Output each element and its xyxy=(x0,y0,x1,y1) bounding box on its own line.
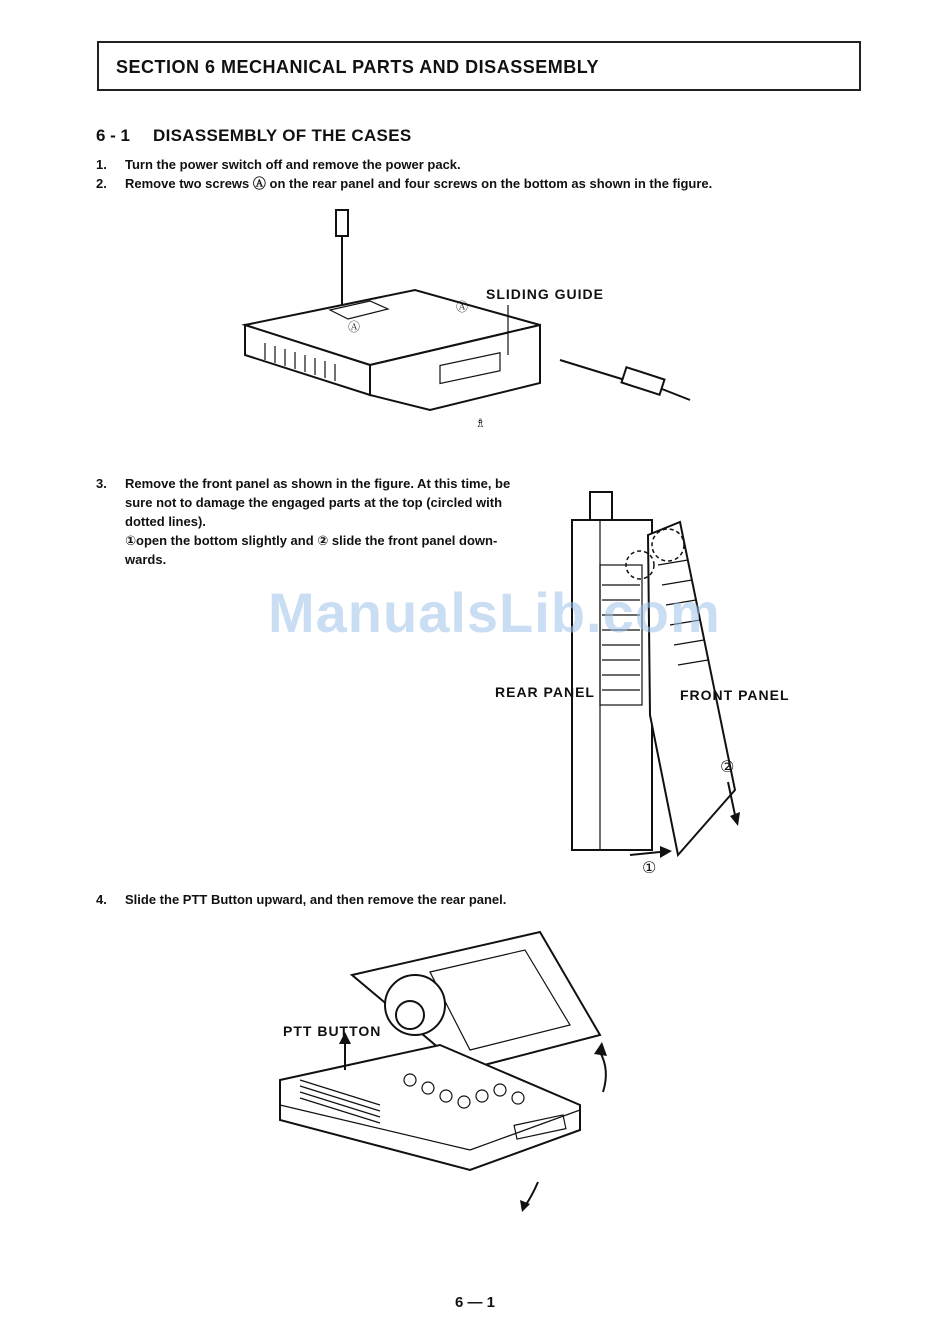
screwdriver-handle-icon xyxy=(336,210,348,236)
step-2-text: Remove two screws Ⓐ on the rear panel and four screws on the bottom as shown in the figure. xyxy=(125,176,713,191)
marker-a-1: Ⓐ xyxy=(456,300,469,314)
subsection-number: 6 - 1 xyxy=(96,126,131,145)
figure-rear-panel-removal xyxy=(270,930,610,1220)
figure-case-screws xyxy=(240,205,700,435)
marker-a-2: Ⓐ xyxy=(348,320,361,334)
step-1-number: 1. xyxy=(96,157,107,172)
step-3-line-2: sure not to damage the engaged parts at the top (circled with xyxy=(125,495,503,510)
step-3-line-3: dotted lines). xyxy=(125,514,206,529)
subsection-title: DISASSEMBLY OF THE CASES xyxy=(153,126,412,145)
step-3-line-4: ①open the bottom slightly and ② slide the front panel down- xyxy=(125,533,498,548)
section-title: SECTION 6 MECHANICAL PARTS AND DISASSEMBLY xyxy=(116,57,600,77)
step-2-number: 2. xyxy=(96,176,107,191)
marker-2: ② xyxy=(720,759,735,776)
svg-text:♗: ♗ xyxy=(475,416,486,430)
step-3-number: 3. xyxy=(96,476,107,491)
step-4-number: 4. xyxy=(96,892,107,907)
page-number: 6 — 1 xyxy=(455,1294,496,1311)
marker-1: ① xyxy=(642,860,657,877)
label-ptt-button: PTT BUTTON xyxy=(283,1023,382,1039)
step-3-line-1: Remove the front panel as shown in the figure. At this time, be xyxy=(125,476,511,491)
step-3-line-5: wards. xyxy=(125,552,167,567)
label-sliding-guide: SLIDING GUIDE xyxy=(486,286,605,302)
step-1-text: Turn the power switch off and remove the power pack. xyxy=(125,157,461,172)
watermark: ManualsLib.com xyxy=(268,581,721,644)
label-rear-panel: REAR PANEL xyxy=(495,684,595,700)
figure-front-panel-removal xyxy=(560,490,760,860)
step-4-text: Slide the PTT Button upward, and then remove the rear panel. xyxy=(125,892,507,907)
label-front-panel: FRONT PANEL xyxy=(680,687,790,703)
